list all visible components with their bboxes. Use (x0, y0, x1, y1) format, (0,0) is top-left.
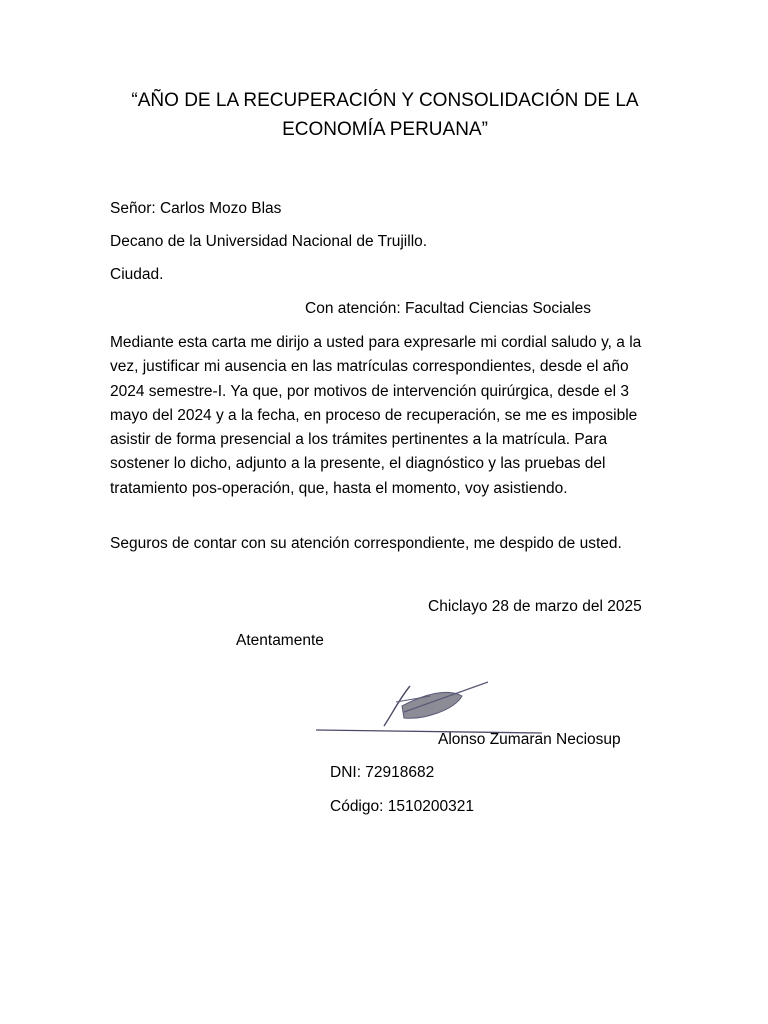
farewell: Atentamente (236, 632, 324, 649)
signer-name: Alonso Zumaran Neciosup (438, 731, 621, 748)
body-paragraph-1: Mediante esta carta me dirijo a usted para expresarle mi cordial saludo y, a la vez, justificar mi ausencia en las matrículas correspondientes, desde el año 2024 semestre-I. Ya que, por motivos de intervención quirúrgica, desde el 3 mayo del 2024 y a la fecha, en proceso de recuperación, se me es imposible asistir de forma presencial a los trámites pertinentes a la matrícula. Para sostener lo dicho, adjunto a la presente, el diagnóstico y las pruebas del tratamiento pos-operación, que, hasta el momento, voy asistiendo. (110, 334, 642, 497)
body-paragraph-2: Seguros de contar con su atención correspondiente, me despido de usted. (110, 535, 622, 552)
letter-title: “AÑO DE LA RECUPERACIÓN Y CONSOLIDACIÓN DE LA ECONOMÍA PERUANA” (131, 90, 639, 140)
signature-loop (402, 692, 462, 718)
recipient-position: Decano de la Universidad Nacional de Trujillo. (110, 233, 428, 250)
attention-line: Con atención: Facultad Ciencias Sociales (305, 300, 592, 317)
signer-code: Código: 1510200321 (330, 798, 474, 815)
signer-dni: DNI: 72918682 (330, 764, 435, 781)
recipient-salutation: Señor: Carlos Mozo Blas (110, 200, 282, 217)
recipient-city: Ciudad. (110, 266, 164, 283)
place-date: Chiclayo 28 de marzo del 2025 (428, 598, 642, 615)
